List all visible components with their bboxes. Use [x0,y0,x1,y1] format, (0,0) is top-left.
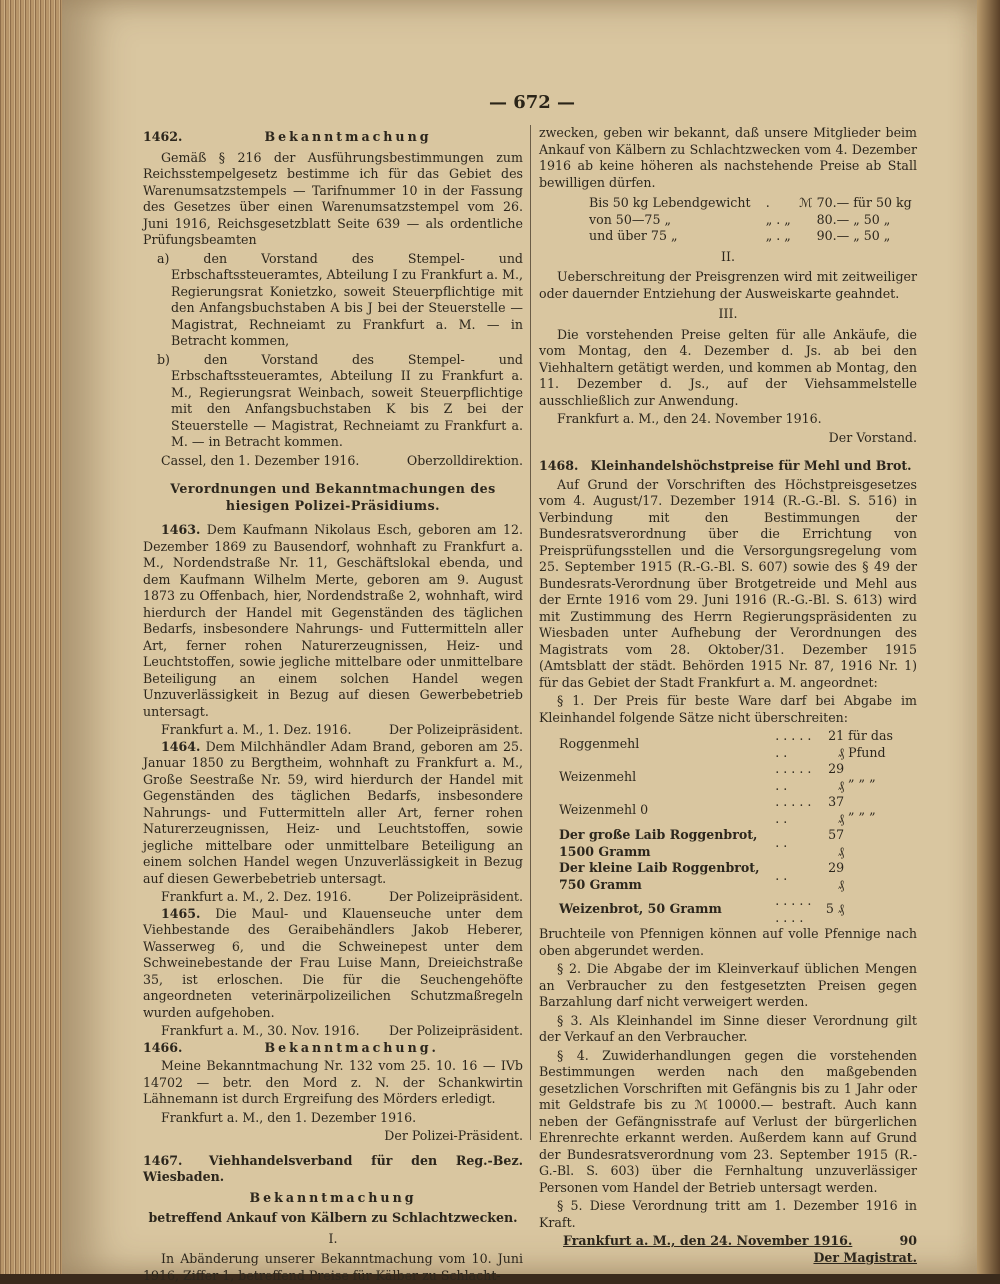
right-column [539,125,917,1265]
calf-mid-cell: „ . „ [765,228,791,243]
notice-1464 [143,739,523,888]
notice-number: 1465. [161,905,201,921]
notice-number: 1468. [539,458,579,473]
notice-title: Bekanntmachung [264,129,432,144]
calf-weight-cell: Bis 50 kg Lebendgewicht [589,195,751,210]
signatory: Der Polizeipräsident. [388,889,523,904]
calf-price-cell: ℳ 70.— [799,195,850,210]
book-page-edge [0,0,62,1274]
calf-price-table [539,195,917,245]
notice-text: Die Maul- und Klauenseuche unter dem Viehbestande des Geraibehändlers Jakob Heberer, Wasserweg 6, und die Schweinepest unter dem Schweinebestande der Frau Luise Mann, Dreieichstraße 35, ist erloschen. Die für die Seuchengehöfte angeordneten veterinärpolizeilichen Schutzmaßregeln wurden aufgehoben. [143,905,523,1020]
place-date: Frankfurt a. M., 1. Dez. 1916. [161,722,352,737]
calf-weight-cell: und über 75 „ [589,228,678,243]
notice-1467-title: Bekanntmachung [249,1189,417,1205]
bread-dots-cell: . . . . . . . [775,761,812,793]
notice-number: 1463. [161,522,201,537]
paragraph-4: § 4. Zuwiderhandlungen gegen die vorstehenden Bestimmungen werden nach den maßgebenden gesetzlichen Vorschriften mit Gefängnis bis zu 1 Jahr oder mit Geldstrafe bis zu ℳ 10000.— bestraft. Auch kann neben der Gefängnisstrafe auf Verlust der bürgerlichen Ehrenrechte erkannt werden. Außerdem kann auf Grund der Bundesratsverordnung vom 23. September 1915 (R.-G.-Bl. S. 603) über die Fernhaltung unzuverlässiger Personen vom Handel der Betrieb untersagt werden. [539,1047,917,1195]
notice-1462-item-a: a) den Vorstand des Stempel- und Erbschaftssteueramtes, Abteilung I zu Frankfurt a. M., Regierungsrat Konietzko, soweit Steuerpflichtige mit den Anfangsbuchstaben A bis J bei der Steuerstelle — Magistrat, Rechneiamt zu Frankfurt a. M. — in Betracht kommen, [157,250,523,348]
notice-text: Dem Milchhändler Adam Brand, geboren am 25. Januar 1850 zu Bergtheim, wohnhaft zu Frankfurt a. M., Große Seestraße Nr. 59, wird hierdurch der Handel mit Gegenständen des täglichen Bedarfs, insbesondere Nahrungs- und Futtermitteln aller Art, ferner rohen Naturerzeugnissen, Heiz- und Leuchtstoffen, sowie jegliche mittelbare oder unmittelbare Beteiligung an einem solchen Handel wegen Unzuverlässigkeit in Bezug auf diesen Gewerbebetrieb untersagt. [143,738,523,886]
bread-price-cell: 5 ₰ [825,901,845,917]
calf-price-cell: 90.— [816,228,850,243]
bread-price-row [557,761,917,794]
bread-price-cell: 37 ₰ [828,794,845,826]
bread-unit-cell [846,893,917,926]
calf-price-row [539,212,917,229]
bread-item-cell: Der große Laib Roggenbrot, 1500 Gramm [559,827,758,859]
paragraph-5: § 5. Diese Verordnung tritt am 1. Dezember 1916 in Kraft. [539,1198,917,1230]
paragraph-2: § 2. Die Abgabe der im Kleinverkauf üblichen Mengen an Verbraucher zu den festgesetzten Preisen gegen Barzahlung darf nicht verweigert werden. [539,961,917,1009]
notice-heading: Viehhandelsverband für den Reg.-Bez. Wiesbaden. [143,1152,523,1184]
calf-per-cell: „ 50 „ [853,228,891,243]
notice-1462-signature [143,453,523,470]
notice-1463 [143,522,523,720]
signatory: Der Polizeipräsident. [388,1023,523,1038]
bread-price-rows [557,728,917,926]
calf-section-3-text: Die vorstehenden Preise gelten für alle Ankäufe, die vom Montag, den 4. Dezember d. Js. ab bei den Viehhaltern getätigt werden, und kommen ab Montag, den 11. Dezember d. Js., auf der Viehsammelstelle ausschließlich zur Anwendung. [539,326,917,408]
bread-dots-cell: . . [775,868,788,884]
calf-notice-continued: zwecken, geben wir bekannt, daß unsere Mitglieder beim Ankauf von Kälbern zu Schlachtzwecken vom 4. Dezember 1916 ab keine höheren als nachstehende Preise ab Stall bewilligen dürfen. [539,125,917,190]
bread-dots-cell: . . [775,835,788,851]
bread-unit-cell: für das Pfund [848,728,893,760]
calf-weight-cell: von 50—75 „ [589,211,671,227]
police-section-heading: Verordnungen und Bekanntmachungen des hiesigen Polizei-Präsidiums. [170,481,496,513]
page-number: — 672 — [488,92,576,113]
notice-number: 1464. [161,738,201,754]
calf-signature: Der Vorstand. [828,429,917,445]
bread-item-cell: Der kleine Laib Roggenbrot, 750 Gramm [559,860,760,892]
notice-1466-signature: Der Polizei-Präsident. [384,1128,523,1143]
calf-per-cell: „ 50 „ [853,211,891,227]
notice-1467-text: In Abänderung unserer Bekanntmachung vom 10. Juni 1916, Ziffer 1, betreffend Preise für Kälber zu Schlacht- [143,1251,523,1283]
notice-number: 1467. [143,1152,183,1168]
notice-number: 1462. [143,129,183,144]
column-divider [530,125,531,1140]
bread-price-row [557,794,917,827]
calf-mid-cell: . [765,195,770,210]
book-spine-shadow [977,0,1000,1274]
notice-1465-signature [143,1023,523,1040]
notice-1463-signature [143,722,523,739]
notice-number: 1466. [143,1039,183,1055]
notice-1466-text: Meine Bekanntmachung Nr. 132 vom 25. 10. 16 — IVb 14702 — betr. den Mord z. N. der Schankwirtin Lähnemann ist durch Ergreifung des Mörders erledigt. [143,1058,523,1106]
calf-place-date: Frankfurt a. M., den 24. November 1916. [557,411,822,426]
notice-1467-section-1: I. [328,1230,338,1246]
bread-item-cell: Roggenmehl [559,736,640,752]
calf-price-cell: 80.— [816,211,850,227]
bread-price-cell: 29 ₰ [828,761,845,793]
notice-1462-header [143,129,523,146]
bread-price-table [557,728,917,926]
bread-dots-cell: . . . . . . . [775,728,812,760]
notice-1462-intro: Gemäß § 216 der Ausführungsbestimmungen zum Reichsstempelgesetz bestimme ich für das Gebiet des Warenumsatzstempels — Tarifnummer 10 in der Fassung des Gesetzes über einen Warenumsatzstempel vom 26. Juni 1916, Reichsgesetzblatt Seite 639 — als ordentliche Prüfungsbeamten [143,149,523,247]
notice-1464-signature [143,889,523,906]
calf-section-2-text: Ueberschreitung der Preisgrenzen wird mit zeitweiliger oder dauernder Entziehung der Ausweiskarte geahndet. [539,269,917,301]
bread-dots-cell: . . . . . . . [775,794,812,826]
place-date: Frankfurt a. M., 30. Nov. 1916. [161,1023,360,1038]
bread-price-row [557,860,917,893]
bread-item-cell: Weizenmehl [559,769,637,785]
bread-unit-cell [846,827,917,860]
notice-1466-header [143,1040,523,1057]
calf-per-cell: für 50 kg [853,195,912,210]
bread-price-cell: 21 ₰ [828,728,845,760]
calf-price-rows [539,195,917,245]
notice-1466-place: Frankfurt a. M., den 1. Dezember 1916. [161,1109,417,1125]
notice-text: Dem Kaufmann Nikolaus Esch, geboren am 12. Dezember 1869 zu Bausendorf, wohnhaft zu Frankfurt a. M., Nordendstraße Nr. 11, Geschäftslokal ebenda, und dem Kaufmann Wilhelm Merte, geboren am 9. August 1873 zu Offenbach, hier, Nordendstraße 2, wohnhaft, wird hierdurch der Handel mit Gegenständen des täglichen Bedarfs, insbesondere Nahrungs- und Futtermitteln aller Art, ferner rohen Naturerzeugnissen, Heiz- und Leuchtstoffen, sowie jegliche mittelbare oder unmittelbare Beteiligung an einem solchen Handel wegen Unzuverlässigkeit in Bezug auf diesen Gewerbebetrieb untersagt. [143,522,523,719]
bread-price-row [557,893,917,926]
signatory: Oberzolldirektion. [406,452,523,468]
notice-heading: Kleinhandelshöchstpreise für Mehl und Brot. [590,458,912,473]
paragraph-1-note: Bruchteile von Pfennigen können auf volle Pfennige nach oben abgerundet werden. [539,926,917,958]
notice-1467-header [143,1153,523,1186]
bread-dots-cell: . . . . . . . . . [775,893,812,925]
bread-price-cell: 29 ₰ [828,860,845,892]
left-column [143,125,523,1283]
paragraph-3: § 3. Als Kleinhandel im Sinne dieser Verordnung gilt der Verkauf an den Verbraucher. [539,1012,917,1044]
place-mark: 90 [899,1233,917,1248]
paragraph-1: § 1. Der Preis für beste Ware darf bei Abgabe im Kleinhandel folgende Sätze nicht überschreiten: [539,693,917,725]
bread-item-cell: Weizenbrot, 50 Gramm [559,901,722,917]
calf-price-row [539,228,917,245]
notice-title: Bekanntmachung. [264,1039,439,1055]
notice-1468-place-line [539,1233,917,1250]
bread-item-cell: Weizenmehl 0 [559,802,649,818]
signatory: Der Polizeipräsident. [388,722,523,737]
bread-price-row [557,728,917,761]
bread-unit-cell: „ „ „ [848,769,876,785]
notice-1468-signature: Der Magistrat. [813,1249,917,1265]
place-date: Frankfurt a. M., 2. Dez. 1916. [161,889,352,904]
notice-1465 [143,906,523,1022]
notice-1468-intro: Auf Grund der Vorschriften des Höchstpreisgesetzes vom 4. August/17. Dezember 1914 (R.-G.-Bl. S. 516) in Verbindung mit den Bestimmungen der Bundesratsverordnung über die Errichtung von Preisprüfungsstellen und die Versorgungsregelung vom 25. September 1915 (R.-G.-Bl. S. 607) sowie des § 49 der Bundesrats-Verordnung über Brotgetreide und Mehl aus der Ernte 1916 vom 29. Juni 1916 (R.-G.-Bl. S. 613) wird mit Zustimmung des Herrn Regierungspräsidenten zu Wiesbaden unter Aufhebung der Verordnungen des Magistrats vom 28. Oktober/31. Dezember 1915 (Amtsblatt der städt. Behörden 1915 Nr. 87, 1916 Nr. 1) für das Gebiet der Stadt Frankfurt a. M. angeordnet: [539,476,917,690]
notice-1462-item-b: b) den Vorstand des Stempel- und Erbschaftssteueramtes, Abteilung II zu Frankfurt a. M., Regierungsrat Weinbach, soweit Steuerpflichtige mit den Anfangsbuchstaben K bis Z bei der Steuerstelle — Magistrat, Rechneiamt zu Frankfurt a. M. — in Betracht kommen. [157,351,523,449]
calf-mid-cell: „ . „ [765,211,791,227]
place-date: Frankfurt a. M., den 24. November 1916. [563,1233,853,1248]
place-date: Cassel, den 1. Dezember 1916. [161,452,360,468]
calf-price-row [539,195,917,212]
calf-section-2: II. [721,248,735,264]
bread-unit-cell [846,860,917,893]
bread-unit-cell: „ „ „ [848,802,876,818]
bread-price-cell: 57 ₰ [828,827,845,859]
notice-1467-subtitle: betreffend Ankauf von Kälbern zu Schlachtzwecken. [148,1210,518,1225]
calf-section-3: III. [718,306,738,321]
bread-price-row [557,827,917,860]
notice-1468-header [539,458,917,475]
